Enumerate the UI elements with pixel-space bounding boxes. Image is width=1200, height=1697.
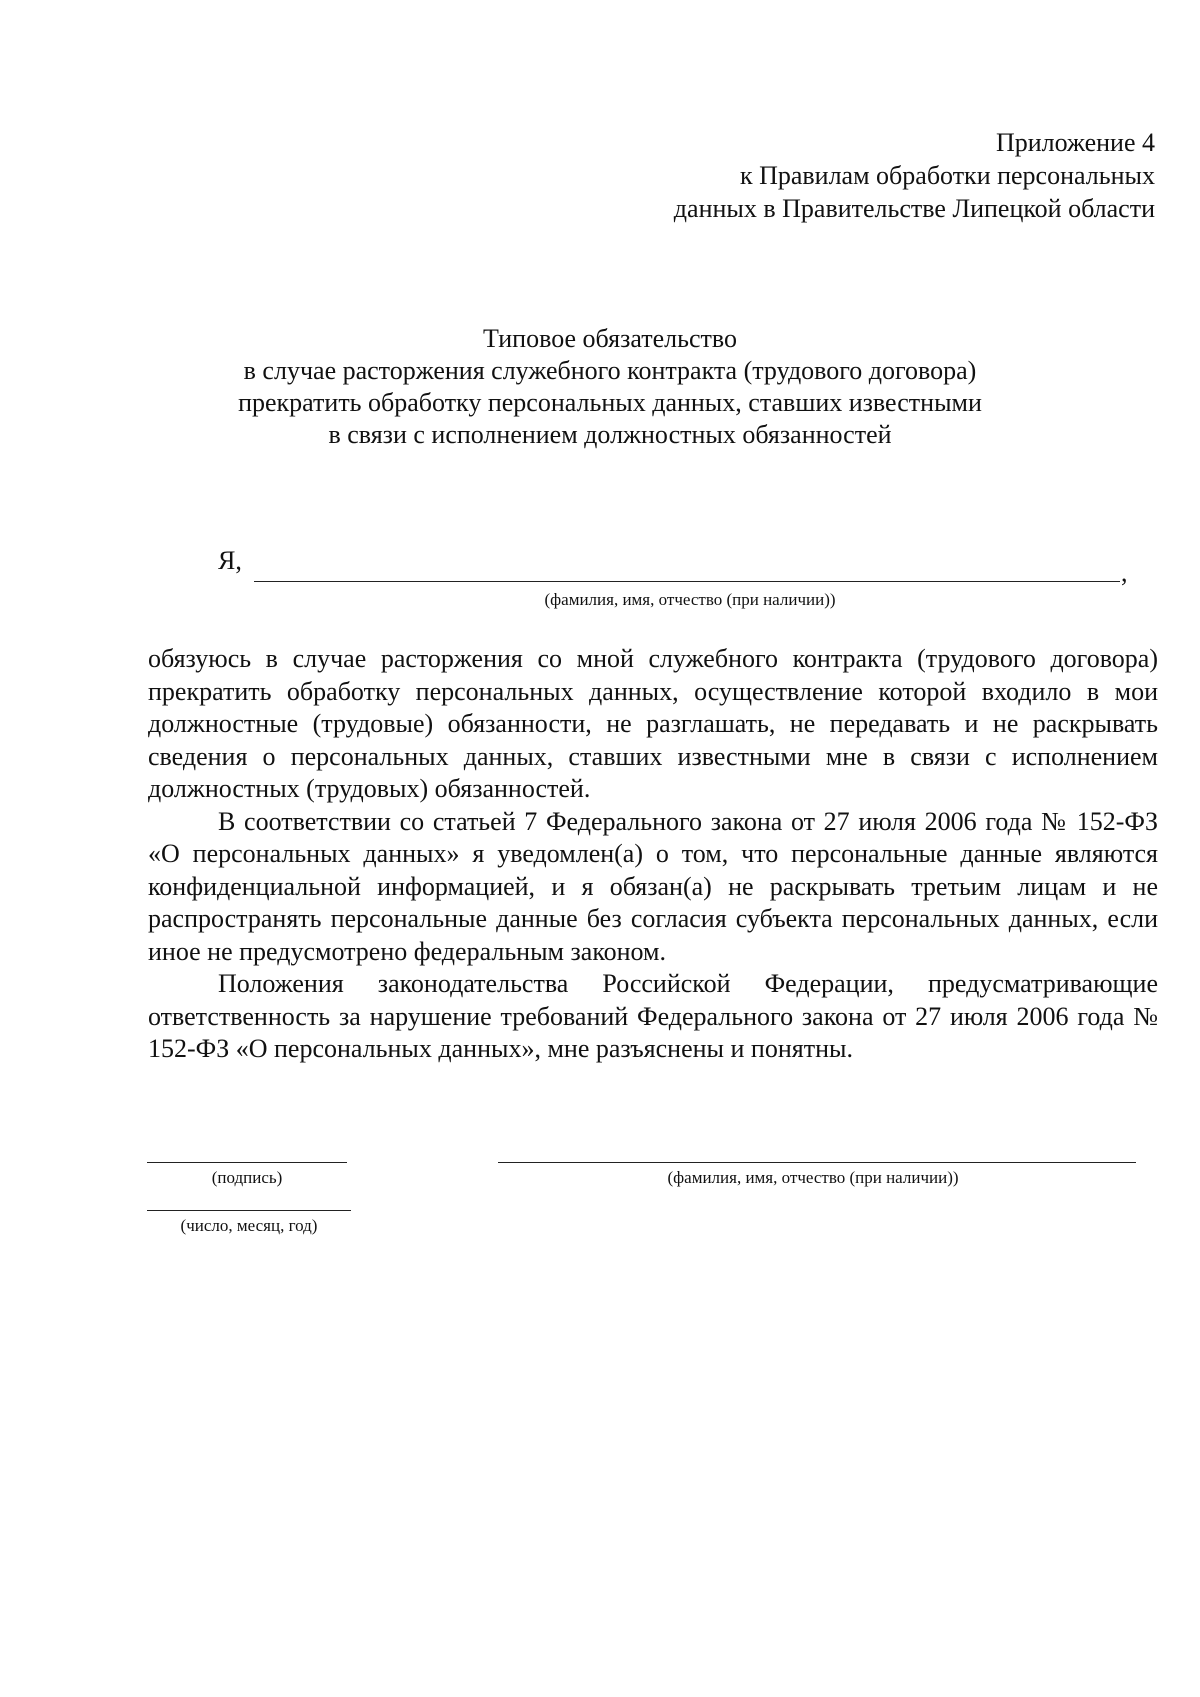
paragraph-3: Положения законодательства Российской Федерации, предусматривающие ответственность за нарушение требований Федерального закона от 27 июля 2006 года № 152-ФЗ «О персональных данных», мне разъяснены и понятны. bbox=[148, 969, 1158, 1063]
title-line-1: Типовое обязательство bbox=[483, 324, 737, 353]
appendix-reference-cont: данных в Правительстве Липецкой области bbox=[673, 194, 1155, 223]
signature-caption: (подпись) bbox=[211, 1168, 283, 1187]
title-line-2: в случае расторжения служебного контракта (трудового договора) bbox=[243, 356, 977, 385]
title-line-4: в связи с исполнением должностных обязанностей bbox=[328, 420, 892, 449]
declarant-suffix: , bbox=[1121, 558, 1128, 587]
date-caption: (число, месяц, год) bbox=[180, 1216, 318, 1235]
commitment-body bbox=[148, 643, 1158, 1066]
document-title bbox=[150, 323, 1070, 451]
paragraph-1: обязуюсь в случае расторжения со мной служебного контракта (трудового договора) прекратить обработку персональных данных, осуществление которой входило в мои должностные (трудовые) обязанности, не разглашать, не передавать и не раскрывать сведения о персональных данных, ставших известными мне в связи с исполнением должностных (трудовых) обязанностей. bbox=[148, 644, 1158, 803]
appendix-header bbox=[674, 126, 1155, 225]
signer-name-caption: (фамилия, имя, отчество (при наличии)) bbox=[667, 1168, 959, 1187]
appendix-reference: к Правилам обработки персональных bbox=[739, 161, 1155, 190]
title-line-3: прекратить обработку персональных данных, ставших известными bbox=[238, 388, 982, 417]
declarant-prefix: Я, bbox=[218, 546, 242, 575]
declarant-name-caption: (фамилия, имя, отчество (при наличии)) bbox=[544, 590, 836, 609]
paragraph-2: В соответствии со статьей 7 Федерального закона от 27 июля 2006 года № 152-ФЗ «О персональных данных» я уведомлен(а) о том, что персональные данные являются конфиденциальной информацией, и я обязан(а) не раскрывать третьим лицам и не распространять персональные данные без согласия субъекта персональных данных, если иное не предусмотрено федеральным законом. bbox=[148, 806, 1158, 966]
declarant-name-field[interactable] bbox=[254, 581, 1120, 582]
appendix-number: Приложение 4 bbox=[995, 128, 1155, 157]
date-field[interactable] bbox=[147, 1210, 351, 1211]
signature-field[interactable] bbox=[147, 1162, 347, 1163]
signer-name-field[interactable] bbox=[498, 1162, 1136, 1163]
